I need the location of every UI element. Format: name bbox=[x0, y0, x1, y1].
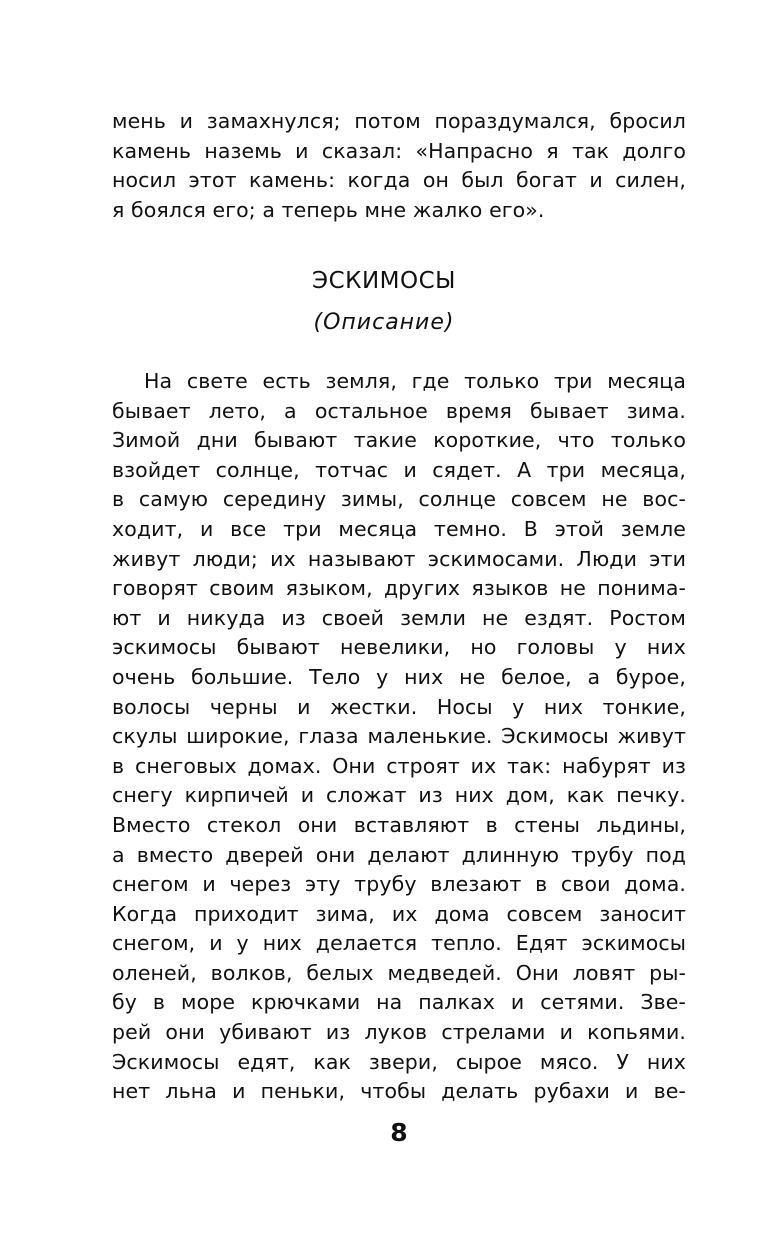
previous-story-ending bbox=[112, 107, 686, 225]
text-line: в самую середину зимы, солнце совсем не вос- bbox=[112, 487, 686, 512]
text-line: я боялся его; а теперь мне жалко его». bbox=[112, 197, 545, 222]
text-line: нет льна и пеньки, чтобы делать рубахи и ве- bbox=[112, 1079, 686, 1104]
text-line: Эскимосы едят, как звери, сырое мясо. У них bbox=[112, 1049, 686, 1074]
text-line: снегу кирпичей и сложат из них дом, как печку. bbox=[112, 783, 686, 808]
text-line: На свете есть земля, где только три месяца bbox=[144, 369, 686, 393]
text-line: мень и замахнулся; потом пораздумался, бросил bbox=[112, 109, 686, 133]
text-line: ют и никуда из своей земли не ездят. Ростом bbox=[112, 605, 686, 630]
text-line: Вместо стекол они вставляют в стены льдины, bbox=[112, 812, 686, 837]
text-line: волосы черны и жестки. Носы у них тонкие, bbox=[112, 694, 686, 719]
text-line: оленей, волков, белых медведей. Они ловят ры- bbox=[112, 960, 686, 985]
text-line: эскимосы бывают невелики, но головы у них bbox=[112, 635, 686, 660]
text-line: камень наземь и сказал: «Напрасно я так долго bbox=[112, 138, 686, 163]
section-title: ЭСКИМОСЫ bbox=[312, 268, 456, 294]
text-line: носил этот камень: когда он был богат и силен, bbox=[112, 168, 686, 193]
section-subtitle: (Описание) bbox=[313, 310, 455, 335]
text-line: Зимой дни бывают такие короткие, что только bbox=[112, 428, 686, 453]
text-line: в снеговых домах. Они строят их так: набурят из bbox=[112, 753, 686, 778]
text-line: снегом и через эту трубу влезают в свои дома. bbox=[112, 872, 686, 897]
text-line: говорят своим языком, других языков не понима- bbox=[112, 576, 686, 601]
text-line: ходит, и все три месяца темно. В этой земле bbox=[112, 516, 686, 541]
page-number: 8 bbox=[390, 1118, 408, 1147]
text-line: а вместо дверей они делают длинную трубу под bbox=[112, 842, 686, 867]
story-body bbox=[112, 367, 686, 1107]
text-line: рей они убивают из луков стрелами и копьями. bbox=[112, 1020, 686, 1045]
text-line: очень большие. Тело у них не белое, а бурое, bbox=[112, 664, 686, 689]
text-line: Когда приходит зима, их дома совсем заносит bbox=[112, 901, 686, 926]
text-line: бывает лето, а остальное время бывает зима. bbox=[112, 398, 686, 423]
text-line: скулы широкие, глаза маленькие. Эскимосы живут bbox=[112, 724, 686, 749]
text-line: бу в море крючками на палках и сетями. Зве- bbox=[112, 990, 686, 1015]
text-line: взойдет солнце, тотчас и сядет. А три месяца, bbox=[112, 457, 686, 482]
text-line: снегом, и у них делается тепло. Едят эскимосы bbox=[112, 931, 686, 956]
text-line: живут люди; их называют эскимосами. Люди эти bbox=[112, 546, 686, 571]
